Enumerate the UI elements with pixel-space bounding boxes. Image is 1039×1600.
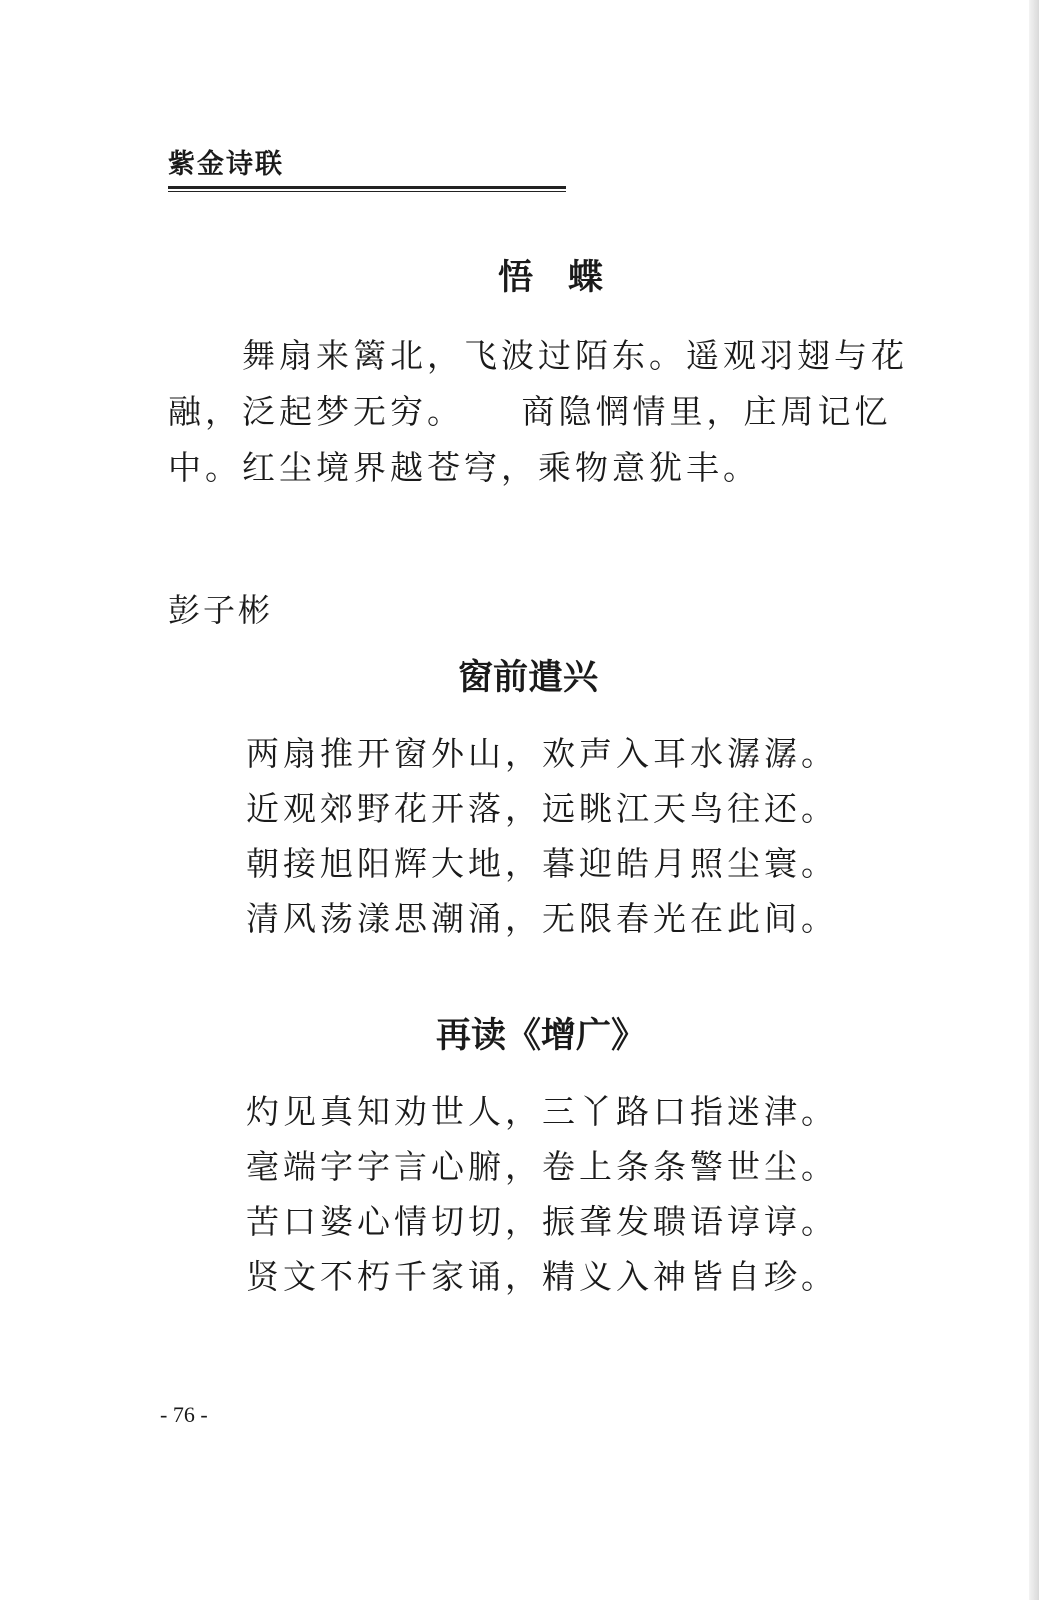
page-number: - 76 - bbox=[160, 1402, 208, 1427]
running-header bbox=[168, 148, 566, 192]
poem-body-wudie bbox=[168, 328, 948, 496]
poem-title-wudie: 悟 蝶 bbox=[498, 257, 604, 298]
poem-line: 毫端字字言心腑，卷上条条警世尘。 bbox=[246, 1147, 838, 1186]
poem-line: 清风荡漾思潮涌，无限春光在此间。 bbox=[246, 899, 838, 938]
author-name: 彭子彬 bbox=[168, 591, 274, 629]
poem-line: 舞扇来篱北，飞波过陌东。遥观羽翅与花 bbox=[168, 336, 908, 375]
poem-line: 灼见真知劝世人，三丫路口指迷津。 bbox=[246, 1092, 838, 1131]
poem-line: 融，泛起梦无穷。 商隐惘情里，庄周记忆 bbox=[168, 392, 892, 431]
poem-line: 贤文不朽千家诵，精义入神皆自珍。 bbox=[246, 1257, 838, 1296]
header-rule bbox=[168, 186, 566, 189]
poem-body-chuangqian bbox=[246, 726, 838, 946]
header-rule-thin bbox=[168, 191, 566, 192]
poem-line: 两扇推开窗外山，欢声入耳水潺潺。 bbox=[246, 734, 838, 773]
poem-title-zaidu: 再读《增广》 bbox=[436, 1015, 647, 1056]
poem-body-zaidu bbox=[246, 1084, 838, 1304]
poem-line: 中。红尘境界越苍穹，乘物意犹丰。 bbox=[168, 448, 760, 487]
poem-line: 苦口婆心情切切，振聋发聩语谆谆。 bbox=[246, 1202, 838, 1241]
poem-line: 朝接旭阳辉大地，暮迎皓月照尘寰。 bbox=[246, 844, 838, 883]
poem-title-chuangqian: 窗前遣兴 bbox=[458, 657, 599, 698]
page-edge bbox=[1029, 0, 1039, 1600]
running-header-title: 紫金诗联 bbox=[168, 149, 284, 180]
poem-line: 近观郊野花开落，远眺江天鸟往还。 bbox=[246, 789, 838, 828]
